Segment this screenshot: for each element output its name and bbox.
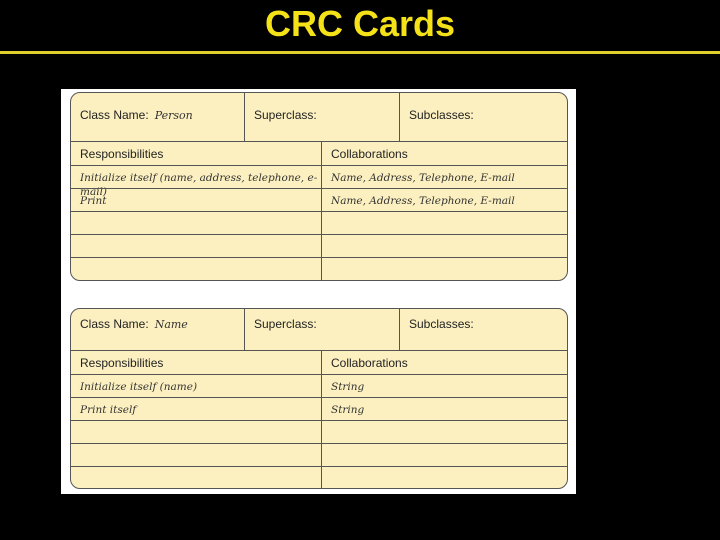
responsibility-row xyxy=(71,188,567,211)
responsibility-row xyxy=(71,374,567,397)
collaborations-header: Collaborations xyxy=(321,351,567,374)
responsibility-row xyxy=(71,397,567,420)
subclasses-cell xyxy=(399,309,567,350)
subclasses-cell xyxy=(399,93,567,141)
card-header-row xyxy=(71,93,567,141)
collaboration-cell: String xyxy=(321,398,567,420)
superclass-label: Superclass: xyxy=(254,317,317,331)
class-name-label: Class Name: xyxy=(80,108,149,122)
crc-card-name xyxy=(70,308,568,489)
collaboration-cell: String xyxy=(321,375,567,397)
empty-row xyxy=(71,211,567,234)
class-name-cell xyxy=(71,93,244,141)
slide-title: CRC Cards xyxy=(264,3,456,44)
superclass-cell xyxy=(244,309,399,350)
empty-row xyxy=(71,234,567,257)
superclass-label: Superclass: xyxy=(254,108,317,122)
empty-row xyxy=(71,443,567,466)
crc-card-person xyxy=(70,92,568,281)
title-underline xyxy=(0,51,720,54)
section-header-row xyxy=(71,141,567,165)
responsibility-cell: Print xyxy=(80,195,107,207)
responsibilities-header: Responsibilities xyxy=(80,147,164,161)
class-name-label: Class Name: xyxy=(80,317,149,331)
class-name-value: Name xyxy=(154,318,188,331)
empty-row xyxy=(71,257,567,281)
superclass-cell xyxy=(244,93,399,141)
subclasses-label: Subclasses: xyxy=(409,317,474,331)
collaboration-cell: Name, Address, Telephone, E-mail xyxy=(321,189,567,211)
responsibilities-header: Responsibilities xyxy=(80,356,164,370)
class-name-cell xyxy=(71,309,244,350)
responsibility-cell: Initialize itself (name, address, telephone, e-mail) xyxy=(80,172,318,198)
section-header-row xyxy=(71,350,567,374)
collaboration-cell: Name, Address, Telephone, E-mail xyxy=(321,166,567,188)
card-header-row xyxy=(71,309,567,350)
responsibility-cell: Initialize itself (name) xyxy=(80,381,198,393)
collaborations-header: Collaborations xyxy=(321,142,567,165)
empty-row xyxy=(71,466,567,489)
subclasses-label: Subclasses: xyxy=(409,108,474,122)
responsibility-cell: Print itself xyxy=(80,404,137,416)
responsibility-row xyxy=(71,165,567,198)
empty-row xyxy=(71,420,567,443)
class-name-value: Person xyxy=(154,109,193,122)
